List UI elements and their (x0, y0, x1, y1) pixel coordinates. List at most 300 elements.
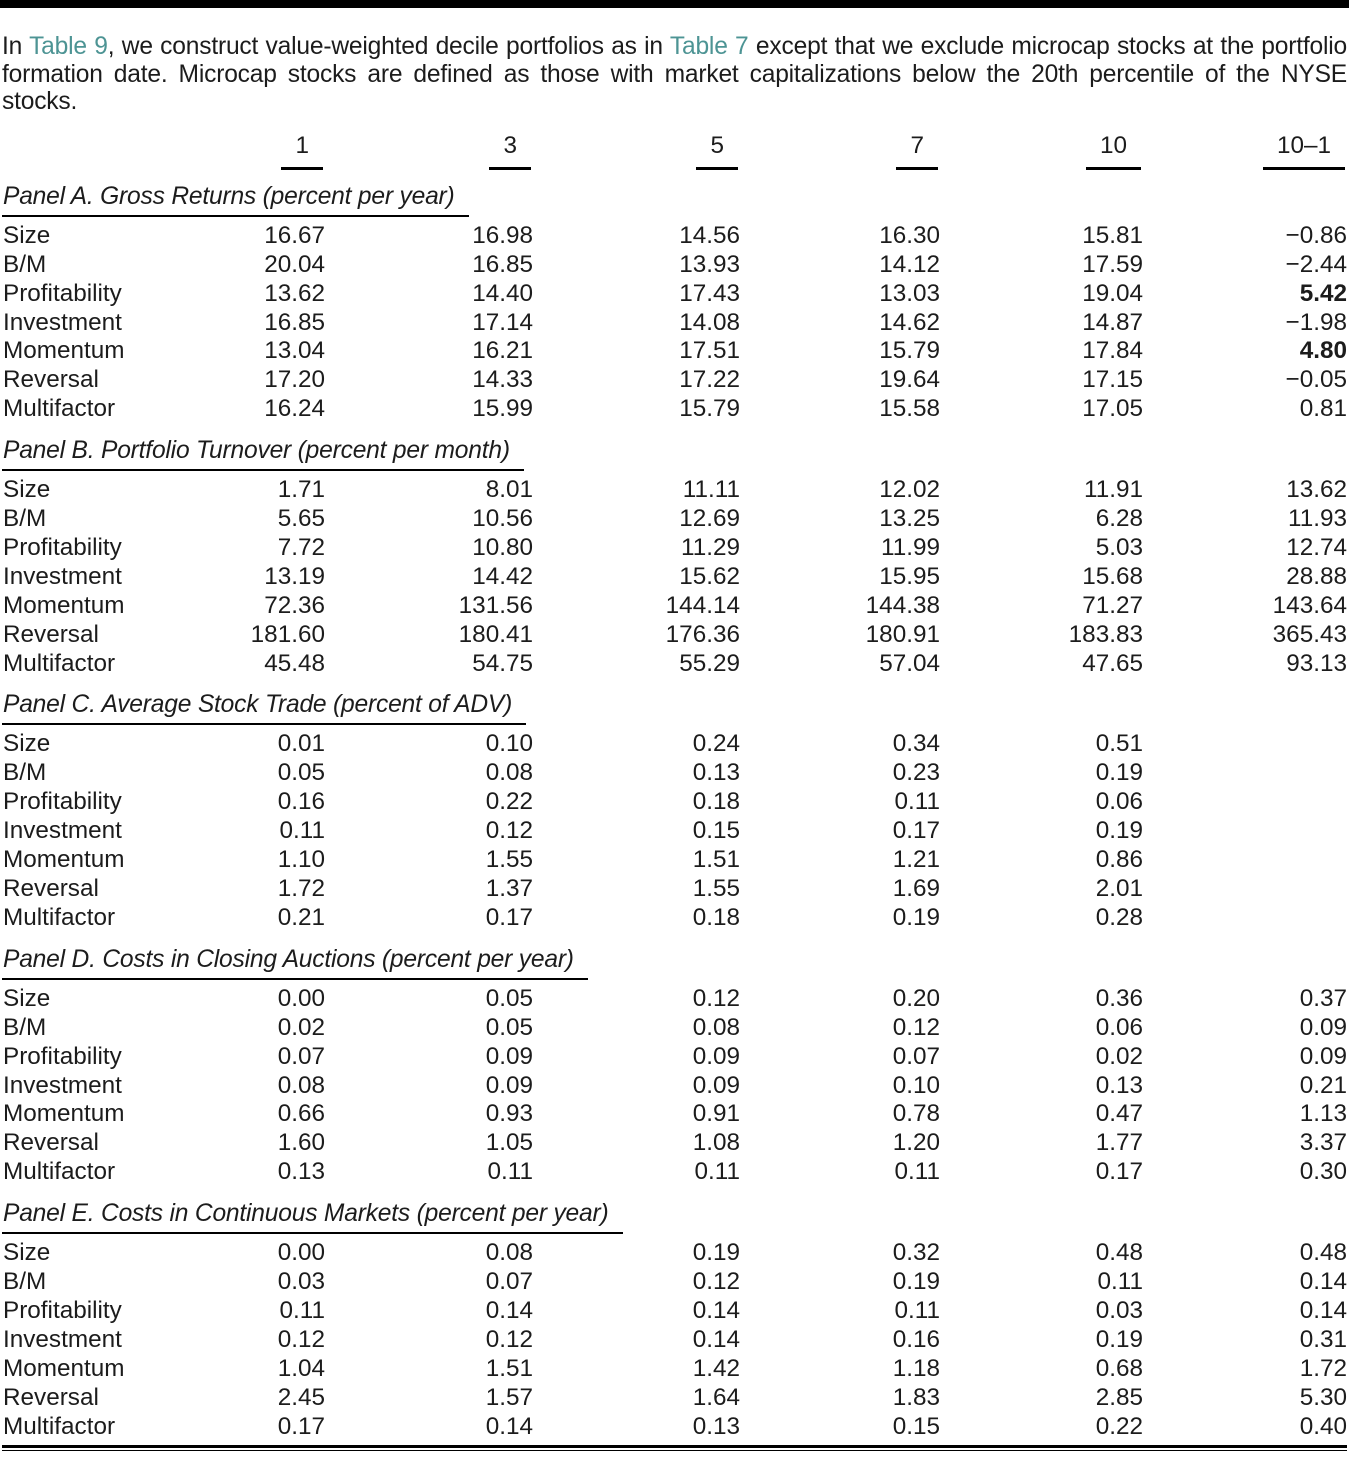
table-cell: 1.37 (485, 875, 533, 902)
table-cell: 16.85 (264, 308, 325, 336)
table-row (2, 1239, 1347, 1268)
panel-title: Panel C. Average Stock Trade (percent of ADV) (2, 691, 526, 725)
table-cell: 17.84 (1082, 337, 1143, 365)
table-cell: 0.16 (277, 788, 325, 816)
table-cell: 45.48 (264, 649, 325, 677)
table-cell: 0.19 (1095, 817, 1143, 845)
table-cell: 0.08 (485, 1239, 533, 1267)
table-row (2, 1326, 1347, 1355)
table-cell: 16.24 (264, 395, 325, 423)
table-cell: 12.74 (1286, 533, 1347, 561)
table-cell: 15.81 (1082, 221, 1143, 249)
table-cell: 72.36 (264, 591, 325, 619)
table-cell: 1.77 (1095, 1129, 1143, 1157)
table-cell: 14.08 (679, 308, 740, 336)
table-cell: 1.83 (892, 1383, 940, 1411)
table-cell: 0.19 (1095, 1325, 1143, 1353)
table-cell: 15.68 (1082, 562, 1143, 590)
table-cell: 0.02 (1095, 1042, 1143, 1070)
table-9-link[interactable]: Table 9 (29, 33, 108, 60)
table-cell (1143, 904, 1347, 933)
table-cell: 0.32 (892, 1239, 940, 1267)
row-label: Momentum (3, 1354, 125, 1382)
table-cell: 1.51 (692, 846, 740, 874)
table-cell: 0.17 (485, 903, 533, 931)
table-cell: 0.13 (277, 1158, 325, 1186)
row-label: Reversal (3, 1129, 99, 1157)
table-cell: 11.99 (881, 533, 940, 561)
table-cell: 17.43 (679, 279, 740, 307)
table-row (2, 846, 1347, 875)
table-cell: 0.93 (485, 1100, 533, 1128)
table-cell: 0.14 (485, 1412, 533, 1440)
table-cell: 0.05 (485, 1013, 533, 1041)
table-row (2, 1158, 1347, 1187)
table-cell: 0.78 (892, 1100, 940, 1128)
row-label: Investment (3, 817, 122, 845)
table-cell: 13.62 (1286, 476, 1347, 504)
table-row (2, 1384, 1347, 1413)
table-cell: 12.02 (879, 476, 940, 504)
table-cell: 0.19 (892, 903, 940, 931)
table-cell: 0.24 (692, 730, 740, 758)
table-cell: 0.40 (1299, 1412, 1347, 1440)
table-cell: 0.15 (892, 1412, 940, 1440)
table-cell: 14.87 (1082, 308, 1143, 336)
table-cell: 0.12 (485, 817, 533, 845)
table-cell: 0.08 (277, 1071, 325, 1099)
bottom-rule (2, 1445, 1347, 1452)
table-cell: 0.03 (1095, 1296, 1143, 1324)
table-row (2, 280, 1347, 309)
table-cell (1143, 875, 1347, 904)
table-cell: 55.29 (679, 649, 740, 677)
table-cell: 2.01 (1095, 875, 1143, 902)
table-cell: 3.37 (1299, 1129, 1347, 1157)
table-row (2, 505, 1347, 534)
table-cell: 0.14 (692, 1296, 740, 1324)
table-cell: 19.04 (1082, 279, 1143, 307)
table-cell: 143.64 (1272, 591, 1347, 619)
table-cell: 183.83 (1068, 620, 1143, 648)
table-cell: 0.12 (277, 1325, 325, 1353)
table-row (2, 222, 1347, 251)
table-cell: 57.04 (879, 649, 940, 677)
intro-text-pre: In (2, 33, 30, 60)
table-cell: 0.14 (692, 1325, 740, 1353)
table-cell: 0.09 (1299, 1013, 1347, 1041)
table-row (2, 395, 1347, 424)
column-header-10: 10 (940, 132, 1143, 170)
table-row (2, 1043, 1347, 1072)
table-cell (1143, 817, 1347, 846)
table-cell: −1.98 (1285, 308, 1347, 336)
intro-paragraph (2, 33, 1347, 116)
table-cell: 144.14 (665, 591, 740, 619)
table-cell: 28.88 (1286, 562, 1347, 590)
table-row (2, 1072, 1347, 1101)
table-cell: 1.21 (892, 846, 940, 874)
column-header-1: 1 (217, 132, 325, 170)
panel-a-heading (2, 183, 1347, 217)
table-row (2, 1297, 1347, 1326)
table-cell: 8.01 (485, 476, 533, 504)
table-cell: 5.30 (1299, 1383, 1347, 1411)
table-cell: 0.05 (277, 759, 325, 787)
table-row (2, 1100, 1347, 1129)
row-label: Reversal (3, 620, 99, 648)
row-label: Size (3, 221, 51, 249)
table-cell: 16.85 (472, 250, 533, 278)
table-cell: 0.81 (1299, 395, 1347, 423)
table-cell: 0.21 (277, 903, 325, 931)
table-cell: 0.11 (279, 1296, 325, 1324)
table-cell: 15.95 (879, 562, 940, 590)
table-cell (1143, 759, 1347, 788)
table-cell: 71.27 (1082, 591, 1143, 619)
row-label: Momentum (3, 591, 125, 619)
table-cell: 0.17 (892, 817, 940, 845)
table-cell: −0.86 (1285, 221, 1347, 249)
table-cell: 1.05 (485, 1129, 533, 1157)
table-cell: 0.11 (279, 817, 325, 845)
row-label: Reversal (3, 875, 99, 902)
panel-title: Panel E. Costs in Continuous Markets (percent per year) (2, 1200, 623, 1234)
panel-b-heading (2, 437, 1347, 471)
row-label: Reversal (3, 1383, 99, 1411)
table-cell: 0.22 (485, 788, 533, 816)
table-row (2, 1268, 1347, 1297)
table-cell: 1.10 (277, 846, 325, 874)
table-cell: 0.00 (277, 1239, 325, 1267)
table-cell: 0.08 (485, 759, 533, 787)
column-header-5: 5 (533, 132, 740, 170)
panel-title: Panel A. Gross Returns (percent per year) (2, 183, 469, 217)
row-label: Size (3, 730, 51, 758)
table-cell: 13.04 (264, 337, 325, 365)
table-cell: 1.64 (692, 1383, 740, 1411)
table-cell: 0.14 (485, 1296, 533, 1324)
row-label: Multifactor (3, 903, 116, 931)
row-label: B/M (3, 759, 47, 787)
table-row (2, 592, 1347, 621)
panel-c-heading (2, 691, 1347, 725)
table-cell: 14.42 (472, 562, 533, 590)
table-row (2, 1129, 1347, 1158)
table-7-link[interactable]: Table 7 (669, 33, 749, 60)
table-row (2, 251, 1347, 280)
row-label: B/M (3, 505, 47, 533)
table-cell: 17.05 (1082, 395, 1143, 423)
table-cell: 13.03 (879, 279, 940, 307)
table-cell: 0.48 (1299, 1239, 1347, 1267)
row-label: B/M (3, 250, 47, 278)
table-cell: 131.56 (458, 591, 533, 619)
table-cell: 15.79 (879, 337, 940, 365)
table-cell: 0.07 (892, 1042, 940, 1070)
table-row (2, 875, 1347, 904)
table-cell: 16.98 (472, 221, 533, 249)
table-cell: 181.60 (250, 620, 325, 648)
table-cell: 13.25 (879, 505, 940, 533)
column-header-spacer (2, 132, 217, 170)
intro-text-mid: , we construct value-weighted decile portfolios as in (107, 33, 670, 60)
table-cell: 13.93 (679, 250, 740, 278)
table-cell: 10.56 (472, 505, 533, 533)
table-row (2, 650, 1347, 679)
table-cell: 0.12 (485, 1325, 533, 1353)
table-cell: 0.21 (1299, 1071, 1347, 1099)
panel-title: Panel B. Portfolio Turnover (percent per month) (2, 437, 524, 471)
table-cell: 17.22 (679, 366, 740, 394)
table-cell: 5.65 (277, 505, 325, 533)
table-cell: 1.60 (277, 1129, 325, 1157)
top-rule (0, 0, 1349, 8)
table-cell: 0.06 (1095, 1013, 1143, 1041)
table-cell: 0.12 (692, 1268, 740, 1296)
table-cell: 0.09 (692, 1042, 740, 1070)
table-cell: 1.13 (1299, 1100, 1347, 1128)
table-cell: 16.30 (879, 221, 940, 249)
table-cell: 0.02 (277, 1013, 325, 1041)
table-cell: 14.12 (879, 250, 940, 278)
table-cell: 176.36 (665, 620, 740, 648)
table-cell: 0.12 (692, 984, 740, 1012)
table-cell: 0.07 (485, 1268, 533, 1296)
column-header-3: 3 (325, 132, 533, 170)
table-cell: 6.28 (1095, 505, 1143, 533)
table-cell: 1.72 (1299, 1354, 1347, 1382)
table-cell: 0.20 (892, 984, 940, 1012)
row-label: Investment (3, 562, 122, 590)
table-cell: 54.75 (472, 649, 533, 677)
row-label: Investment (3, 1071, 122, 1099)
row-label: Investment (3, 308, 122, 336)
table-9 (2, 132, 1347, 1451)
table-row (2, 788, 1347, 817)
table-cell (1143, 730, 1347, 759)
row-label: Multifactor (3, 649, 116, 677)
table-cell: 0.10 (892, 1071, 940, 1099)
table-cell: 0.36 (1095, 984, 1143, 1012)
table-cell: 1.55 (485, 846, 533, 874)
table-cell: 0.66 (277, 1100, 325, 1128)
table-cell: 2.45 (277, 1383, 325, 1411)
table-cell: 0.11 (487, 1158, 533, 1186)
table-cell: 15.99 (472, 395, 533, 423)
table-row (2, 730, 1347, 759)
row-label: Profitability (3, 1042, 122, 1070)
table-cell: 0.07 (277, 1042, 325, 1070)
table-row (2, 621, 1347, 650)
table-cell: 1.42 (692, 1354, 740, 1382)
table-cell (1143, 788, 1347, 817)
table-cell: 0.18 (692, 788, 740, 816)
table-cell: 0.09 (1299, 1042, 1347, 1070)
table-cell: 0.01 (277, 730, 325, 758)
table-cell: 0.19 (1095, 759, 1143, 787)
table-cell: 11.91 (1084, 476, 1143, 504)
table-row (2, 985, 1347, 1014)
table-cell: 12.69 (679, 505, 740, 533)
column-header-7: 7 (740, 132, 940, 170)
table-cell: 0.09 (485, 1042, 533, 1070)
table-cell: 0.48 (1095, 1239, 1143, 1267)
table-cell: 7.72 (277, 533, 325, 561)
row-label: Size (3, 984, 51, 1012)
table-cell: 17.20 (264, 366, 325, 394)
row-label: Profitability (3, 279, 122, 307)
table-row (2, 1413, 1347, 1442)
row-label: Size (3, 476, 51, 504)
table-cell: 16.21 (472, 337, 533, 365)
table-cell: 11.29 (681, 533, 740, 561)
table-cell: 14.33 (472, 366, 533, 394)
table-cell: 1.57 (485, 1383, 533, 1411)
table-row (2, 534, 1347, 563)
table-cell: 17.14 (472, 308, 533, 336)
table-row (2, 366, 1347, 395)
table-cell: 17.51 (679, 337, 740, 365)
table-cell: 1.71 (277, 476, 325, 504)
table-cell: 10.80 (472, 533, 533, 561)
table-cell: 0.11 (894, 788, 940, 816)
panel-d-heading (2, 946, 1347, 980)
table-cell: 0.51 (1095, 730, 1143, 758)
row-label: Profitability (3, 788, 122, 816)
table-cell: 1.51 (485, 1354, 533, 1382)
panel-title: Panel D. Costs in Closing Auctions (percent per year) (2, 946, 588, 980)
table-row (2, 817, 1347, 846)
panel-e-heading (2, 1200, 1347, 1234)
table-cell: 93.13 (1286, 649, 1347, 677)
table-cell: 0.14 (1299, 1268, 1347, 1296)
table-row (2, 563, 1347, 592)
table-cell: −0.05 (1285, 366, 1347, 394)
row-label: Momentum (3, 337, 125, 365)
table-cell: 14.56 (679, 221, 740, 249)
table-cell: 0.06 (1095, 788, 1143, 816)
table-cell: 0.19 (892, 1268, 940, 1296)
table-cell: 0.17 (277, 1412, 325, 1440)
table-row (2, 759, 1347, 788)
table-cell: 0.00 (277, 984, 325, 1012)
table-cell: 180.41 (458, 620, 533, 648)
table-cell: 0.13 (1095, 1071, 1143, 1099)
table-cell: 0.47 (1095, 1100, 1143, 1128)
table-cell: 4.80 (1299, 337, 1347, 365)
table-cell: 1.08 (692, 1129, 740, 1157)
table-row (2, 1014, 1347, 1043)
row-label: Size (3, 1239, 51, 1267)
row-label: Multifactor (3, 395, 116, 423)
table-cell: 1.04 (277, 1354, 325, 1382)
table-cell: 5.03 (1095, 533, 1143, 561)
table-cell: 1.20 (892, 1129, 940, 1157)
row-label: Investment (3, 1325, 122, 1353)
table-cell: −2.44 (1285, 250, 1347, 278)
table-cell: 16.67 (264, 221, 325, 249)
table-cell: 0.68 (1095, 1354, 1143, 1382)
table-cell: 0.11 (894, 1158, 940, 1186)
table-cell: 365.43 (1272, 620, 1347, 648)
table-cell: 0.30 (1299, 1158, 1347, 1186)
table-cell: 0.13 (692, 759, 740, 787)
table-cell: 1.55 (692, 875, 740, 902)
table-cell: 0.11 (894, 1296, 940, 1324)
row-label: Multifactor (3, 1412, 116, 1440)
table-cell: 0.08 (692, 1013, 740, 1041)
row-label: Profitability (3, 1296, 122, 1324)
table-cell: 14.40 (472, 279, 533, 307)
table-cell: 13.62 (264, 279, 325, 307)
table-cell: 0.15 (692, 817, 740, 845)
table-cell: 0.19 (692, 1239, 740, 1267)
table-cell: 0.14 (1299, 1296, 1347, 1324)
table-cell: 1.69 (892, 875, 940, 902)
table-cell: 0.03 (277, 1268, 325, 1296)
table-cell: 47.65 (1082, 649, 1143, 677)
table-cell: 1.72 (277, 875, 325, 902)
table-row (2, 337, 1347, 366)
table-cell: 11.11 (682, 476, 740, 504)
table-row (2, 1355, 1347, 1384)
table-cell (1143, 846, 1347, 875)
table-row (2, 904, 1347, 933)
row-label: Momentum (3, 1100, 125, 1128)
table-cell: 11.93 (1288, 505, 1347, 533)
table-cell: 19.64 (879, 366, 940, 394)
intro-text-post: except that we exclude microcap stocks at the portfolio formation date. Microcap stocks are defined as those with market capitalizations below the 20th percentile of the NYSE stocks. (2, 33, 1348, 116)
table-row (2, 309, 1347, 338)
column-header-row (2, 132, 1347, 170)
table-cell: 17.59 (1082, 250, 1143, 278)
column-header-10-1: 10–1 (1143, 132, 1347, 170)
row-label: Multifactor (3, 1158, 116, 1186)
table-cell: 0.91 (692, 1100, 740, 1128)
table-cell: 14.62 (879, 308, 940, 336)
row-label: B/M (3, 1013, 47, 1041)
table-cell: 0.05 (485, 984, 533, 1012)
table-cell: 20.04 (264, 250, 325, 278)
table-cell: 0.16 (892, 1325, 940, 1353)
table-cell: 15.79 (679, 395, 740, 423)
table-cell: 5.42 (1299, 279, 1347, 307)
table-cell: 0.22 (1095, 1412, 1143, 1440)
row-label: Profitability (3, 533, 122, 561)
table-cell: 180.91 (865, 620, 940, 648)
table-cell: 15.58 (879, 395, 940, 423)
table-cell: 0.34 (892, 730, 940, 758)
table-cell: 15.62 (679, 562, 740, 590)
table-row (2, 476, 1347, 505)
table-cell: 0.11 (694, 1158, 740, 1186)
table-cell: 0.12 (892, 1013, 940, 1041)
table-cell: 2.85 (1095, 1383, 1143, 1411)
table-cell: 1.18 (892, 1354, 940, 1382)
table-cell: 0.37 (1299, 984, 1347, 1012)
row-label: B/M (3, 1268, 47, 1296)
table-cell: 0.13 (692, 1412, 740, 1440)
table-cell: 0.09 (485, 1071, 533, 1099)
table-cell: 0.11 (1097, 1268, 1143, 1296)
row-label: Reversal (3, 366, 99, 394)
table-cell: 0.28 (1095, 903, 1143, 931)
row-label: Momentum (3, 846, 125, 874)
table-cell: 0.31 (1299, 1325, 1347, 1353)
table-cell: 0.23 (892, 759, 940, 787)
table-cell: 0.86 (1095, 846, 1143, 874)
